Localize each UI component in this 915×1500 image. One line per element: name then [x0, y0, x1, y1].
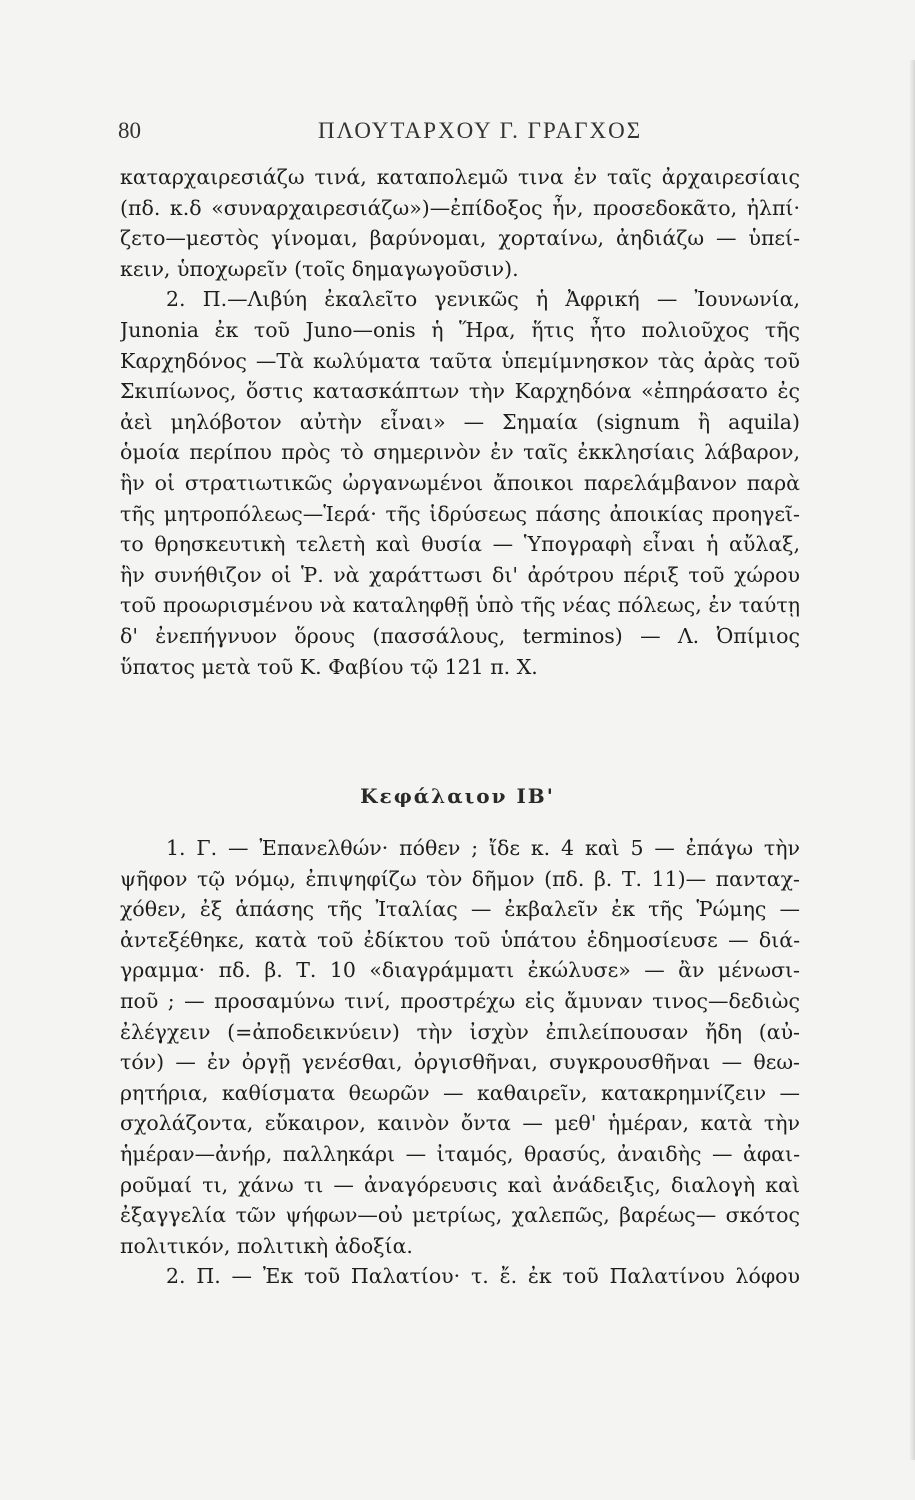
text-line: δ' ἐνεπήγνυον ὅρους (πασσάλους, terminos) — Λ. Ὀπίμιος	[120, 623, 800, 648]
text-line: 2. Π. — Ἐκ τοῦ Παλατίου· τ. ἔ. ἐκ τοῦ Παλατίνου λόφου	[166, 1264, 800, 1289]
page-number: 80	[118, 118, 141, 143]
text-line: ρητήρια, καθίσματα θεωρῶν — καθαιρεῖν, κατακρημνίζειν —	[120, 1080, 800, 1105]
page-header	[118, 118, 798, 148]
text-line: Junonia ἐκ τοῦ Juno—onis ἡ Ἥρα, ἥτις ἦτο πολιοῦχος τῆς	[120, 317, 800, 342]
text-line: ζετο—μεστὸς γίνομαι, βαρύνομαι, χορταίνω, ἀηδιάζω — ὑπεί-	[120, 226, 800, 251]
text-line: τοῦ προωρισμένου νὰ καταληφθῇ ὑπὸ τῆς νέας πόλεως, ἐν ταύτῃ	[120, 593, 800, 618]
text-line: ἣν οἱ στρατιωτικῶς ὠργανωμένοι ἄποικοι παρελάμβανον παρὰ	[120, 470, 800, 495]
text-line: 1. Γ. — Ἐπανελθών· πόθεν ; ἴδε κ. 4 καὶ 5 — ἐπάγω τὴν	[166, 836, 800, 860]
page-edge-shadow	[909, 60, 915, 1460]
text-line: ἀντεξέθηκε, κατὰ τοῦ ἐδίκτου τοῦ ὑπάτου ἐδημοσίευσε — διά-	[120, 927, 800, 952]
text-line: ὁμοία περίπου πρὸς τὸ σημερινὸν ἐν ταῖς ἐκκλησίαις λάβαρον,	[120, 440, 800, 465]
text-line: τόν) — ἐν ὀργῇ γενέσθαι, ὀργισθῆναι, συγκρουσθῆναι — θεω-	[120, 1050, 800, 1075]
running-head: ΠΛΟΥΤΑΡΧΟΥ Γ. ΓΡΑΓΧΟΣ	[318, 118, 643, 143]
text-line: ὕπατος μετὰ τοῦ Κ. Φαβίου τῷ 121 π. Χ.	[120, 654, 538, 679]
text-line: σχολάζοντα, εὔκαιρον, καινὸν ὄντα — μεθ' ἡμέραν, κατὰ τὴν	[120, 1111, 800, 1136]
text-line: ἡμέραν—ἀνήρ, παλληκάρι — ἰταμός, θρασύς, ἀναιδὴς — ἀφαι-	[120, 1141, 800, 1166]
text-line: ἐλέγχειν (=ἀποδεικνύειν) τὴν ἰσχὺν ἐπιλείπουσαν ἤδη (αὐ-	[120, 1019, 800, 1044]
text-line: τῆς μητροπόλεως—Ἱερά· τῆς ἱδρύσεως πάσης ἀποικίας προηγεῖ-	[120, 501, 800, 526]
text-line: το θρησκευτικὴ τελετὴ καὶ θυσία — Ὑπογραφὴ εἶναι ἡ αὔλαξ,	[120, 532, 800, 557]
text-line: Καρχηδόνος —Τὰ κωλύματα ταῦτα ὑπεμίμνησκον τὰς ἀρὰς τοῦ	[120, 348, 800, 373]
text-line: ροῦμαί τι, χάνω τι — ἀναγόρευσις καὶ ἀνάδειξις, διαλογὴ καὶ	[120, 1172, 800, 1197]
text-line: ἀεὶ μηλόβοτον αὐτὴν εἶναι» — Σημαία (signum ἢ aquila)	[120, 409, 800, 434]
text-line: ψῆφον τῷ νόμῳ, ἐπιψηφίζω τὸν δῆμον (πδ. β. Τ. 11)— πανταχ-	[120, 866, 800, 891]
text-line: Σκιπίωνος, ὅστις κατασκάπτων τὴν Καρχηδόνα «ἐπηράσατο ἐς	[120, 379, 800, 404]
text-line: ἣν συνήθιζον οἱ Ῥ. νὰ χαράττωσι δι' ἀρότρου πέριξ τοῦ χώρου	[120, 562, 800, 587]
text-line: ποῦ ; — προσαμύνω τινί, προστρέχω εἰς ἄμυναν τινος—δεδιὼς	[120, 988, 800, 1013]
glossary-block-2	[120, 833, 800, 1292]
chapter-heading: Κεφάλαιον ΙΒ'	[360, 784, 555, 808]
text-line: 2. Π.—Λιβύη ἐκαλεῖτο γενικῶς ἡ Ἀφρική — Ἰουνωνία,	[166, 287, 800, 312]
text-line: κειν, ὑποχωρεῖν (τοῖς δημαγωγοῦσιν).	[120, 256, 519, 281]
text-line: καταρχαιρεσιάζω τινά, καταπολεμῶ τινα ἐν ταῖς ἀρχαιρεσίαις	[120, 165, 800, 189]
text-line: πολιτικόν, πολιτικὴ ἀδοξία.	[120, 1233, 413, 1258]
text-line: χόθεν, ἐξ ἁπάσης τῆς Ἰταλίας — ἐκβαλεῖν ἐκ τῆς Ῥώμης —	[120, 897, 800, 922]
glossary-block-1	[120, 162, 800, 682]
text-line: ἐξαγγελία τῶν ψήφων—οὐ μετρίως, χαλεπῶς, βαρέως— σκότος	[120, 1203, 800, 1228]
text-line: (πδ. κ.δ «συναρχαιρεσιάζω»)—ἐπίδοξος ἦν, προσεδοκᾶτο, ἠλπί·	[120, 195, 800, 220]
text-line: γραμμα· πδ. β. Τ. 10 «διαγράμματι ἐκώλυσε» — ἂν μένωσι-	[120, 958, 800, 983]
